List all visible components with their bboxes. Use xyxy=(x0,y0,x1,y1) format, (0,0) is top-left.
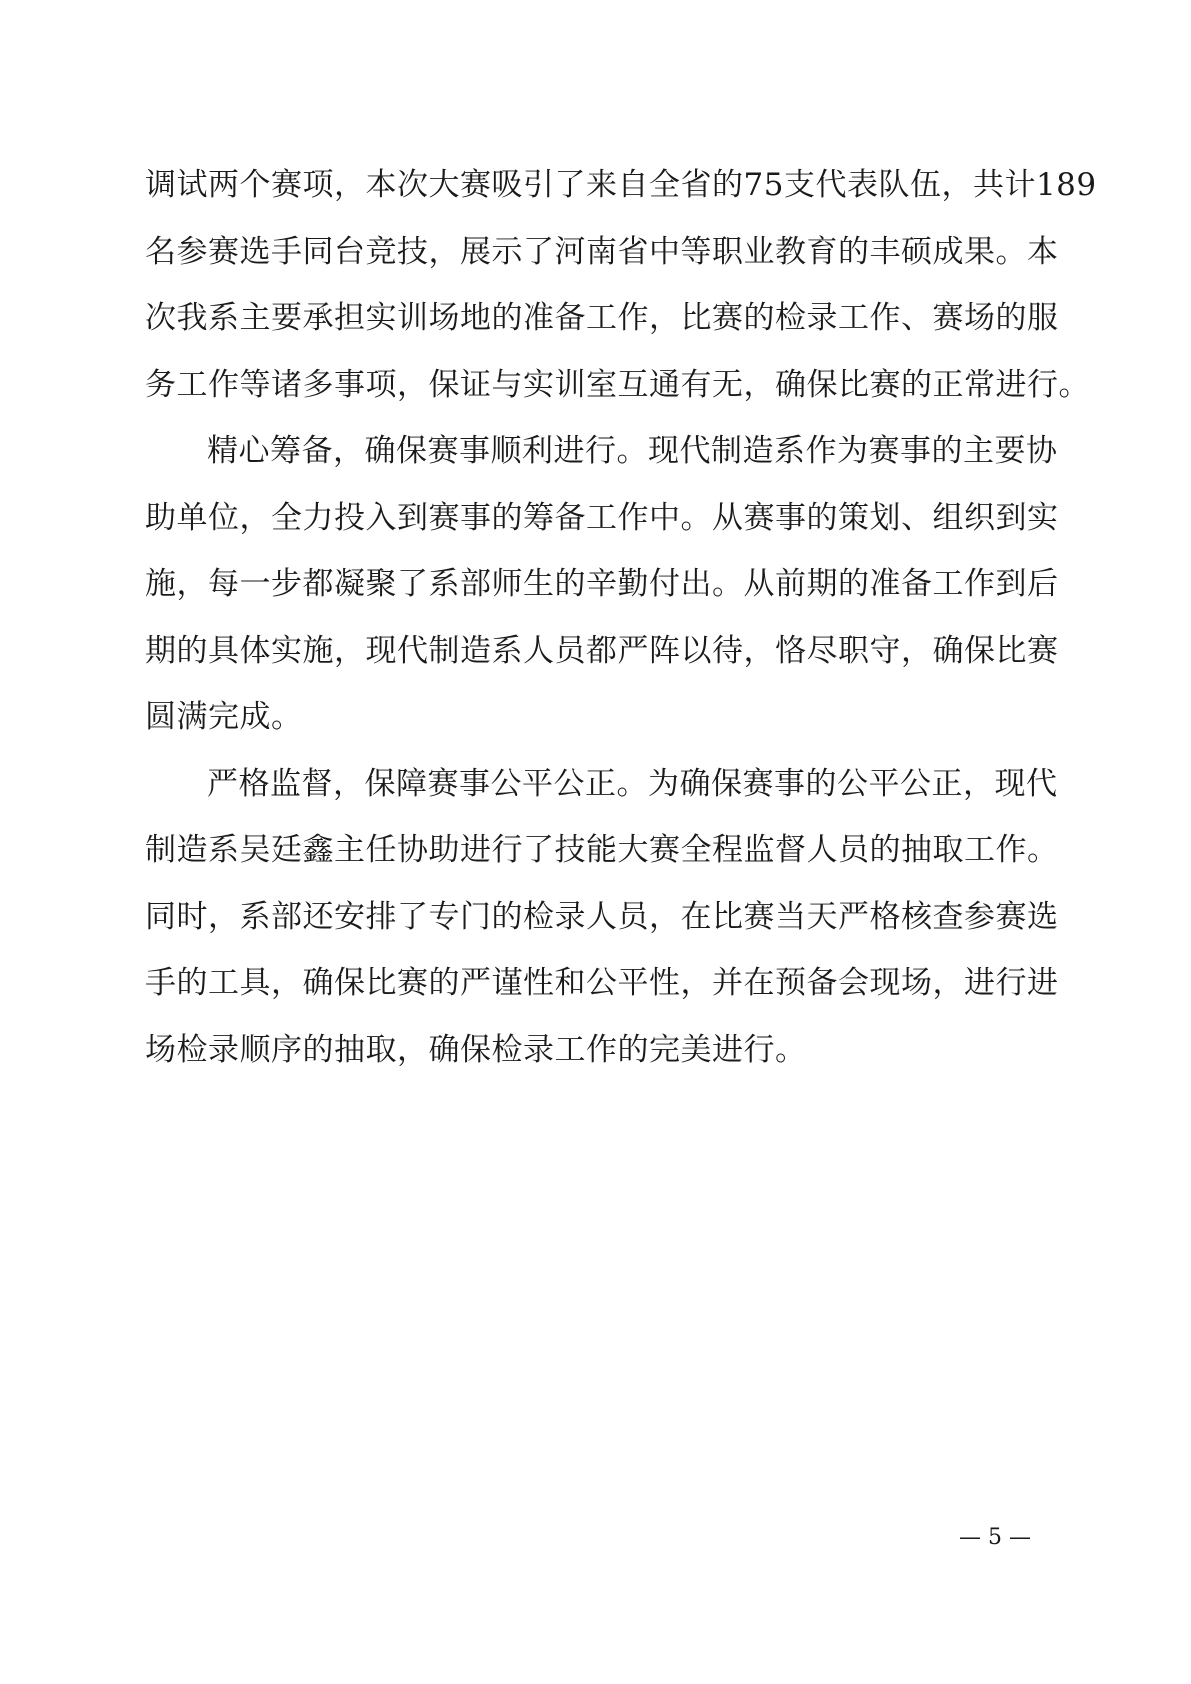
text-line: 严格监督，保障赛事公平公正。为确保赛事的公平公正，现代 xyxy=(207,765,1058,802)
text-line: 期的具体实施，现代制造系人员都严阵以待，恪尽职守，确保比赛 xyxy=(145,632,1059,669)
text-line: 施，每一步都凝聚了系部师生的辛勤付出。从前期的准备工作到后 xyxy=(145,566,1059,602)
text-line: 同时，系部还安排了专门的检录人员，在比赛当天严格核查参赛选 xyxy=(145,898,1059,935)
paragraph-preparation xyxy=(145,418,1059,751)
text-line: 调试两个赛项，本次大赛吸引了来自全省的75支代表队伍，共计189 xyxy=(145,167,1097,203)
body-text xyxy=(145,152,1097,1083)
paragraph-supervision xyxy=(145,751,1059,1084)
text-line: 次我系主要承担实训场地的准备工作，比赛的检录工作、赛场的服 xyxy=(145,300,1059,336)
text-line: 助单位，全力投入到赛事的筹备工作中。从赛事的策划、组织到实 xyxy=(145,499,1059,536)
text-line: 场检录顺序的抽取，确保检录工作的完美进行。 xyxy=(145,1031,807,1068)
paragraph-competition-overview xyxy=(145,152,1097,418)
text-line: 精心筹备，确保赛事顺利进行。现代制造系作为赛事的主要协 xyxy=(207,433,1058,469)
text-line: 圆满完成。 xyxy=(145,699,303,735)
text-line: 手的工具，确保比赛的严谨性和公平性，并在预备会现场，进行进 xyxy=(145,965,1059,1001)
text-line: 务工作等诸多事项，保证与实训室互通有无，确保比赛的正常进行。 xyxy=(145,366,1090,403)
text-line: 制造系吴廷鑫主任协助进行了技能大赛全程监督人员的抽取工作。 xyxy=(145,832,1059,868)
page-number: — 5 — xyxy=(959,1525,1031,1550)
text-line: 名参赛选手同台竞技，展示了河南省中等职业教育的丰硕成果。本 xyxy=(145,233,1059,270)
